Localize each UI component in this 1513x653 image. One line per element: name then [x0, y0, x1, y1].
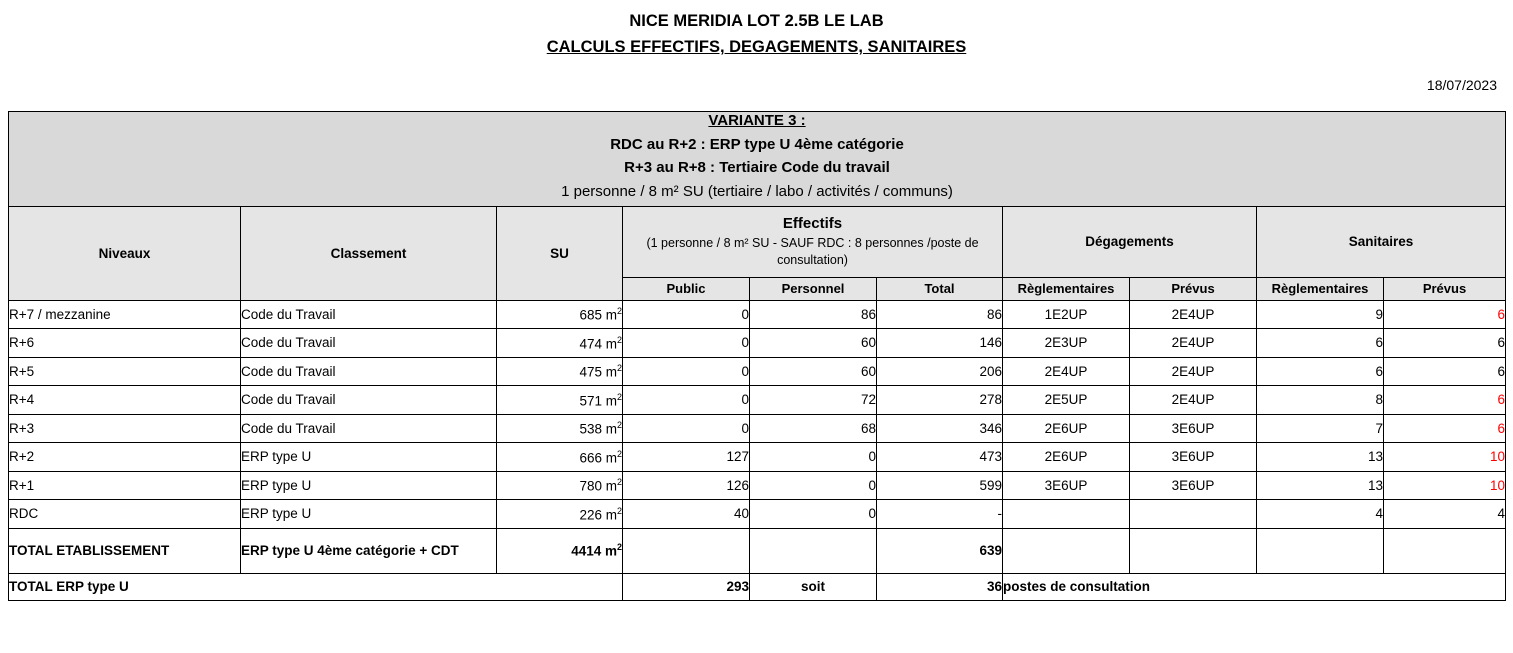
- cell-sanitaires-prevus: 10: [1384, 471, 1506, 500]
- cell-su: [497, 357, 623, 386]
- total-erp-value: 36: [877, 573, 1003, 600]
- cell-degagements-prevus: 2E4UP: [1130, 357, 1257, 386]
- table-row: [9, 471, 1506, 500]
- cell-su-exp: 2: [616, 391, 622, 402]
- cell-sanitaires-reglementaires: 7: [1257, 414, 1384, 443]
- cell-public: 40: [623, 500, 750, 529]
- cell-sanitaires-prevus: 4: [1384, 500, 1506, 529]
- cell-sanitaires-prevus: 6: [1384, 300, 1506, 329]
- cell-sanitaires-prevus: 6: [1384, 357, 1506, 386]
- cell-su-exp: 2: [616, 505, 622, 516]
- cell-public: 0: [623, 329, 750, 358]
- cell-personnel: 0: [750, 443, 877, 472]
- cell-su: [497, 500, 623, 529]
- header-effectifs-title: Effectifs: [782, 214, 843, 232]
- table-row: [9, 357, 1506, 386]
- header-effectifs: [623, 206, 1003, 277]
- total-classement: ERP type U 4ème catégorie + CDT: [241, 528, 497, 573]
- cell-degagements-prevus: [1130, 500, 1257, 529]
- header-classement: Classement: [241, 206, 497, 300]
- cell-sanitaires-reglementaires: 9: [1257, 300, 1384, 329]
- cell-su-value: 538 m: [579, 421, 617, 437]
- total-public: [623, 528, 750, 573]
- cell-sanitaires-reglementaires: 13: [1257, 471, 1384, 500]
- cell-degagements-reglementaires: 3E6UP: [1003, 471, 1130, 500]
- cell-degagements-prevus: 2E4UP: [1130, 329, 1257, 358]
- cell-sanitaires-reglementaires: 13: [1257, 443, 1384, 472]
- cell-degagements-reglementaires: 2E6UP: [1003, 443, 1130, 472]
- cell-degagements-prevus: 2E4UP: [1130, 300, 1257, 329]
- page-title: [0, 0, 1513, 61]
- cell-personnel: 0: [750, 500, 877, 529]
- cell-su: [497, 300, 623, 329]
- main-table-wrapper: [8, 111, 1505, 601]
- cell-sanitaires-prevus: 6: [1384, 386, 1506, 415]
- cell-su: [497, 329, 623, 358]
- total-erp-row: [9, 573, 1506, 600]
- cell-total: 86: [877, 300, 1003, 329]
- total-su-value: 4414 m: [571, 543, 617, 559]
- table-row: [9, 329, 1506, 358]
- cell-classement: ERP type U: [241, 500, 497, 529]
- header-degagements: Dégagements: [1003, 206, 1257, 277]
- cell-personnel: 60: [750, 357, 877, 386]
- cell-classement: Code du Travail: [241, 300, 497, 329]
- cell-public: 0: [623, 386, 750, 415]
- total-sanitaires-reglementaires: [1257, 528, 1384, 573]
- cell-public: 126: [623, 471, 750, 500]
- cell-niveau: R+7 / mezzanine: [9, 300, 241, 329]
- cell-sanitaires-prevus: 10: [1384, 443, 1506, 472]
- cell-classement: Code du Travail: [241, 329, 497, 358]
- cell-niveau: R+4: [9, 386, 241, 415]
- cell-degagements-reglementaires: [1003, 500, 1130, 529]
- cell-classement: ERP type U: [241, 471, 497, 500]
- variante-line-4: 1 personne / 8 m² SU (tertiaire / labo / activités / communs): [561, 183, 953, 201]
- header-row-main: [9, 206, 1506, 277]
- cell-su-value: 475 m: [579, 364, 617, 380]
- cell-sanitaires-reglementaires: 6: [1257, 329, 1384, 358]
- cell-su-exp: 2: [616, 363, 622, 374]
- cell-niveau: R+1: [9, 471, 241, 500]
- cell-total: 146: [877, 329, 1003, 358]
- cell-su-exp: 2: [616, 420, 622, 431]
- cell-personnel: 0: [750, 471, 877, 500]
- document-date: 18/07/2023: [1426, 76, 1497, 93]
- variante-banner: [9, 111, 1506, 206]
- header-sanitaires-reglementaires: Règlementaires: [1257, 277, 1384, 300]
- cell-su-value: 474 m: [579, 336, 617, 352]
- cell-sanitaires-reglementaires: 6: [1257, 357, 1384, 386]
- cell-su: [497, 414, 623, 443]
- total-su: [497, 528, 623, 573]
- cell-su-exp: 2: [616, 334, 622, 345]
- total-erp-note: postes de consultation: [1003, 573, 1506, 600]
- cell-degagements-reglementaires: 1E2UP: [1003, 300, 1130, 329]
- cell-niveau: RDC: [9, 500, 241, 529]
- cell-su: [497, 471, 623, 500]
- cell-su-value: 780 m: [579, 478, 617, 494]
- header-niveaux: Niveaux: [9, 206, 241, 300]
- cell-degagements-reglementaires: 2E4UP: [1003, 357, 1130, 386]
- table-row: [9, 386, 1506, 415]
- cell-classement: ERP type U: [241, 443, 497, 472]
- cell-classement: Code du Travail: [241, 414, 497, 443]
- cell-niveau: R+3: [9, 414, 241, 443]
- variante-line-3: R+3 au R+8 : Tertiaire Code du travail: [624, 159, 890, 177]
- total-degagements-reglementaires: [1003, 528, 1130, 573]
- cell-classement: Code du Travail: [241, 386, 497, 415]
- cell-sanitaires-prevus: 6: [1384, 414, 1506, 443]
- total-label: TOTAL ETABLISSEMENT: [9, 528, 241, 573]
- title-line-1: NICE MERIDIA LOT 2.5B LE LAB: [629, 12, 884, 30]
- cell-degagements-prevus: 3E6UP: [1130, 443, 1257, 472]
- variante-banner-row: [9, 111, 1506, 206]
- cell-su-exp: 2: [616, 448, 622, 459]
- cell-personnel: 68: [750, 414, 877, 443]
- cell-public: 0: [623, 300, 750, 329]
- total-sanitaires-prevus: [1384, 528, 1506, 573]
- cell-su-value: 571 m: [579, 393, 617, 409]
- cell-niveau: R+5: [9, 357, 241, 386]
- total-erp-soit: soit: [750, 573, 877, 600]
- total-etablissement-row: [9, 528, 1506, 573]
- table-row: [9, 414, 1506, 443]
- table-row: [9, 300, 1506, 329]
- cell-degagements-prevus: 3E6UP: [1130, 471, 1257, 500]
- cell-classement: Code du Travail: [241, 357, 497, 386]
- table-row: [9, 443, 1506, 472]
- title-line-2: CALCULS EFFECTIFS, DEGAGEMENTS, SANITAIRES: [546, 38, 967, 57]
- header-degagements-prevus: Prévus: [1130, 277, 1257, 300]
- cell-personnel: 86: [750, 300, 877, 329]
- cell-total: 206: [877, 357, 1003, 386]
- cell-total: 278: [877, 386, 1003, 415]
- header-sanitaires: Sanitaires: [1257, 206, 1506, 277]
- cell-public: 0: [623, 414, 750, 443]
- cell-degagements-reglementaires: 2E3UP: [1003, 329, 1130, 358]
- cell-su-value: 226 m: [579, 507, 617, 523]
- cell-degagements-prevus: 2E4UP: [1130, 386, 1257, 415]
- variante-line-2: RDC au R+2 : ERP type U 4ème catégorie: [610, 135, 904, 153]
- cell-su-exp: 2: [616, 306, 622, 317]
- cell-degagements-reglementaires: 2E5UP: [1003, 386, 1130, 415]
- cell-total: 599: [877, 471, 1003, 500]
- cell-su-value: 685 m: [579, 307, 617, 323]
- cell-su: [497, 386, 623, 415]
- cell-su-value: 666 m: [579, 450, 617, 466]
- table-row: [9, 500, 1506, 529]
- cell-total: 473: [877, 443, 1003, 472]
- cell-sanitaires-prevus: 6: [1384, 329, 1506, 358]
- header-su: SU: [497, 206, 623, 300]
- total-erp-public: 293: [623, 573, 750, 600]
- header-effectifs-subtitle: (1 personne / 8 m² SU - SAUF RDC : 8 personnes /poste de consultation): [646, 235, 979, 267]
- cell-degagements-prevus: 3E6UP: [1130, 414, 1257, 443]
- header-public: Public: [623, 277, 750, 300]
- cell-su: [497, 443, 623, 472]
- total-su-exp: 2: [616, 542, 622, 553]
- total-degagements-prevus: [1130, 528, 1257, 573]
- header-personnel: Personnel: [750, 277, 877, 300]
- header-total: Total: [877, 277, 1003, 300]
- cell-sanitaires-reglementaires: 4: [1257, 500, 1384, 529]
- variante-title: VARIANTE 3 :: [708, 111, 806, 129]
- header-degagements-reglementaires: Règlementaires: [1003, 277, 1130, 300]
- cell-degagements-reglementaires: 2E6UP: [1003, 414, 1130, 443]
- cell-personnel: 72: [750, 386, 877, 415]
- total-personnel: [750, 528, 877, 573]
- cell-personnel: 60: [750, 329, 877, 358]
- total-effectif: 639: [877, 528, 1003, 573]
- cell-su-exp: 2: [616, 477, 622, 488]
- header-sanitaires-prevus: Prévus: [1384, 277, 1506, 300]
- cell-public: 127: [623, 443, 750, 472]
- calculations-table: [8, 111, 1506, 601]
- cell-sanitaires-reglementaires: 8: [1257, 386, 1384, 415]
- total-erp-label: TOTAL ERP type U: [9, 573, 623, 600]
- cell-niveau: R+2: [9, 443, 241, 472]
- cell-niveau: R+6: [9, 329, 241, 358]
- cell-total: -: [877, 500, 1003, 529]
- cell-total: 346: [877, 414, 1003, 443]
- cell-public: 0: [623, 357, 750, 386]
